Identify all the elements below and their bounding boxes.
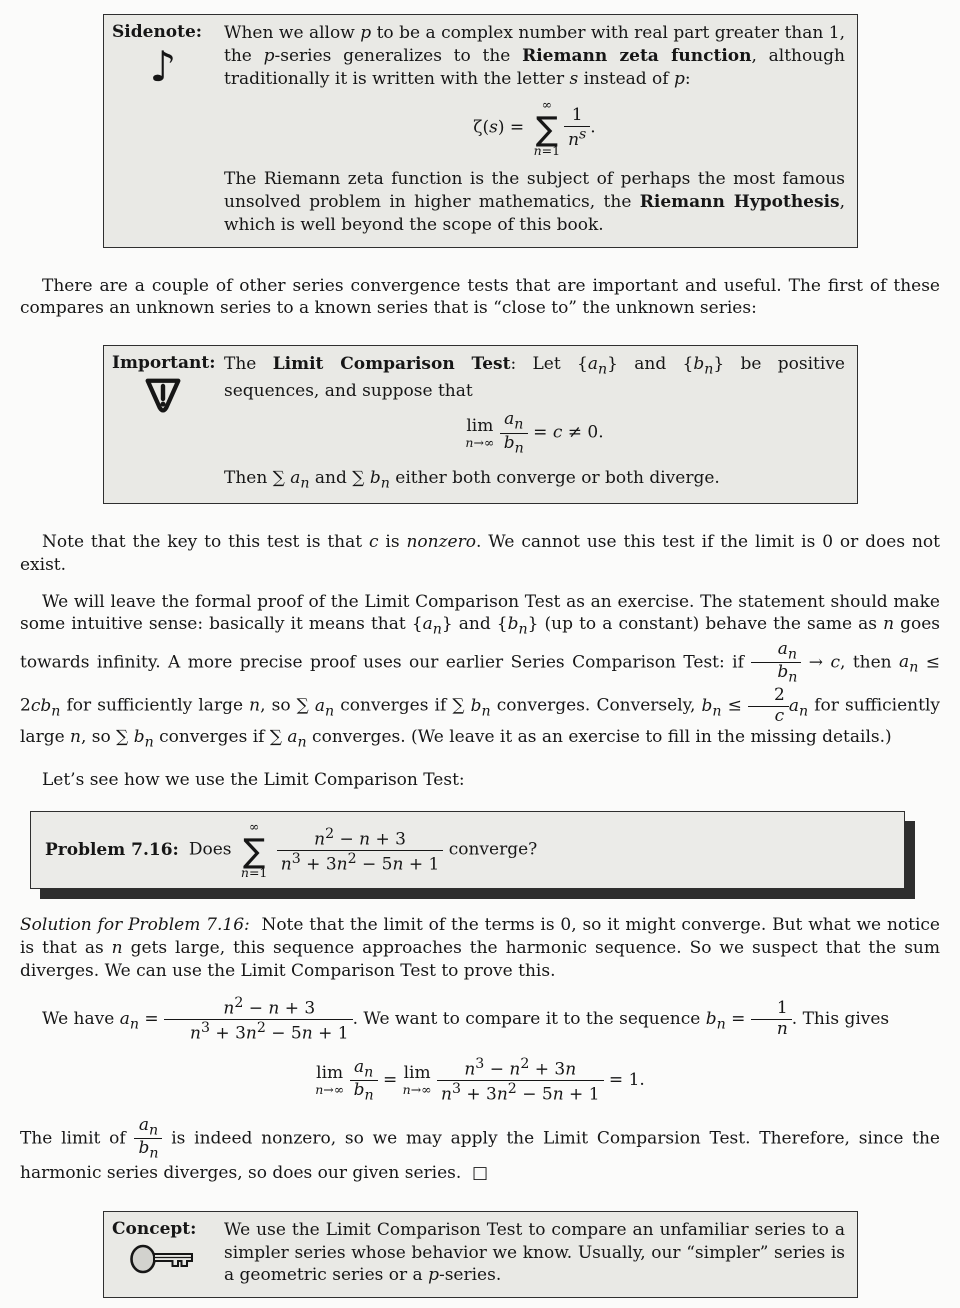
- limit-evaluation-formula: lim n→∞ $\frac{a_n}{b_n}$ = lim n→∞ $\frac{n^3 - n^2 + 3n}{n^3 + 3n^2 - 5n + 1}$ = 1.: [315, 1056, 645, 1106]
- zeta-function-formula: ζ(s) = ∞ ∑ n=1 $\frac{1}{n^s}$ .: [473, 97, 596, 159]
- important-box: [103, 345, 858, 504]
- sidenote-content: [224, 22, 845, 237]
- concept-box: [103, 1211, 858, 1298]
- concept-content: [224, 1219, 845, 1287]
- problem-box: [30, 811, 905, 889]
- conclusion-paragraph: The limit of $\frac{a_n}{b_n}$ is indeed nonzero, so we may apply the Limit Comparsion Test. Therefore, since the harmonic series diverges, so does our given series. □: [20, 1114, 940, 1183]
- limit-comparison-formula: lim n→∞ $\frac{a_n}{b_n}$ = c ≠ 0.: [465, 409, 604, 457]
- concept-paragraph: We use the Limit Comparison Test to compare an unfamiliar series to a simpler series whose behavior we know. Usually, our “simpler” series is a geometric series or a p-series.: [224, 1219, 845, 1286]
- solution-paragraph: Solution for Problem 7.16: Note that the limit of the terms is 0, so it might converge. But what we notice is that as n gets large, this sequence approaches the harmonic sequence. So we suspect that the sum diverges. We can use the Limit Comparison Test to prove this.: [20, 915, 940, 982]
- important-content: [224, 353, 845, 493]
- key-icon: [112, 1241, 214, 1282]
- eighth-note-icon: ♪: [149, 42, 177, 91]
- important-paragraph-1: The Limit Comparison Test: Let $\{a_n\}$ and $\{b_n\}$ be positive sequences, and suppose that: [224, 354, 845, 401]
- important-paragraph-2: Then ∑ $a_n$ and ∑ $b_n$ either both converge or both diverge.: [224, 467, 720, 492]
- important-label-column: [112, 353, 214, 493]
- sidenote-icon-wrap: [112, 42, 214, 91]
- sidenote-paragraph-2: The Riemann zeta function is the subject of perhaps the most famous unsolved problem in higher mathematics, the Riemann Hypothesis, which is well beyond the scope of this book.: [224, 169, 846, 235]
- concept-label-column: [112, 1219, 214, 1287]
- sidenote-paragraph-1: When we allow p to be a complex number with real part greater than 1, the p-series generalizes to the Riemann zeta function, although traditionally it is written with the letter s instead of p:: [224, 23, 846, 89]
- nonzero-note-paragraph: Note that the key to this test is that c is nonzero. We cannot use this test if the limit is 0 or does not exist.: [20, 532, 940, 575]
- problem-statement: Does ∞ ∑ n=1 $\frac{n^2 - n + 3}{n^3 + 3n^2 - 5n + 1}$ converge?: [188, 819, 538, 881]
- concept-label: Concept:: [112, 1218, 197, 1239]
- proof-sketch-paragraph: We will leave the formal proof of the Limit Comparison Test as an exercise. The statement should make some intuitive sense: basically it means that $\{a_n\}$ and $\{b_n\}$ (up to a constant) behave the same as n goes towards infinity. A more precise proof uses our earlier Series Comparison Test: if $\frac{a_n}{b_n}$ → c, then $a_n \le 2cb_n$ for sufficiently large n, so ∑ $a_n$ converges if ∑ $b_n$ converges. Conversely, $b_n$ ≤ $\frac{2}{c}$ $a_n$ for sufficiently large n, so ∑ $b_n$ converges if ∑ $a_n$ converges. (We leave it as an exercise to fill in the missing details.): [20, 591, 941, 751]
- sidenote-box: [103, 14, 858, 248]
- sidenote-label: Sidenote:: [112, 22, 203, 42]
- sidenote-label-column: [112, 22, 214, 237]
- intro-paragraph: There are a couple of other series convergence tests that are important and useful. The first of these compares an unknown series to a known series that is “close to” the unknown series:: [20, 275, 940, 319]
- lets-see-paragraph: Let’s see how we use the Limit Comparison Test:: [42, 769, 465, 790]
- important-label: Important:: [112, 353, 216, 374]
- warning-icon: [112, 375, 214, 424]
- problem-label: Problem 7.16:: [45, 840, 179, 861]
- we-have-paragraph: We have $a_n$ = $\frac{n^2 - n + 3}{n^3 + 3n^2 - 5n + 1}$ . We want to compare it to the sequence $b_n$ = $\frac{1}{n}$ . This gives: [42, 994, 890, 1044]
